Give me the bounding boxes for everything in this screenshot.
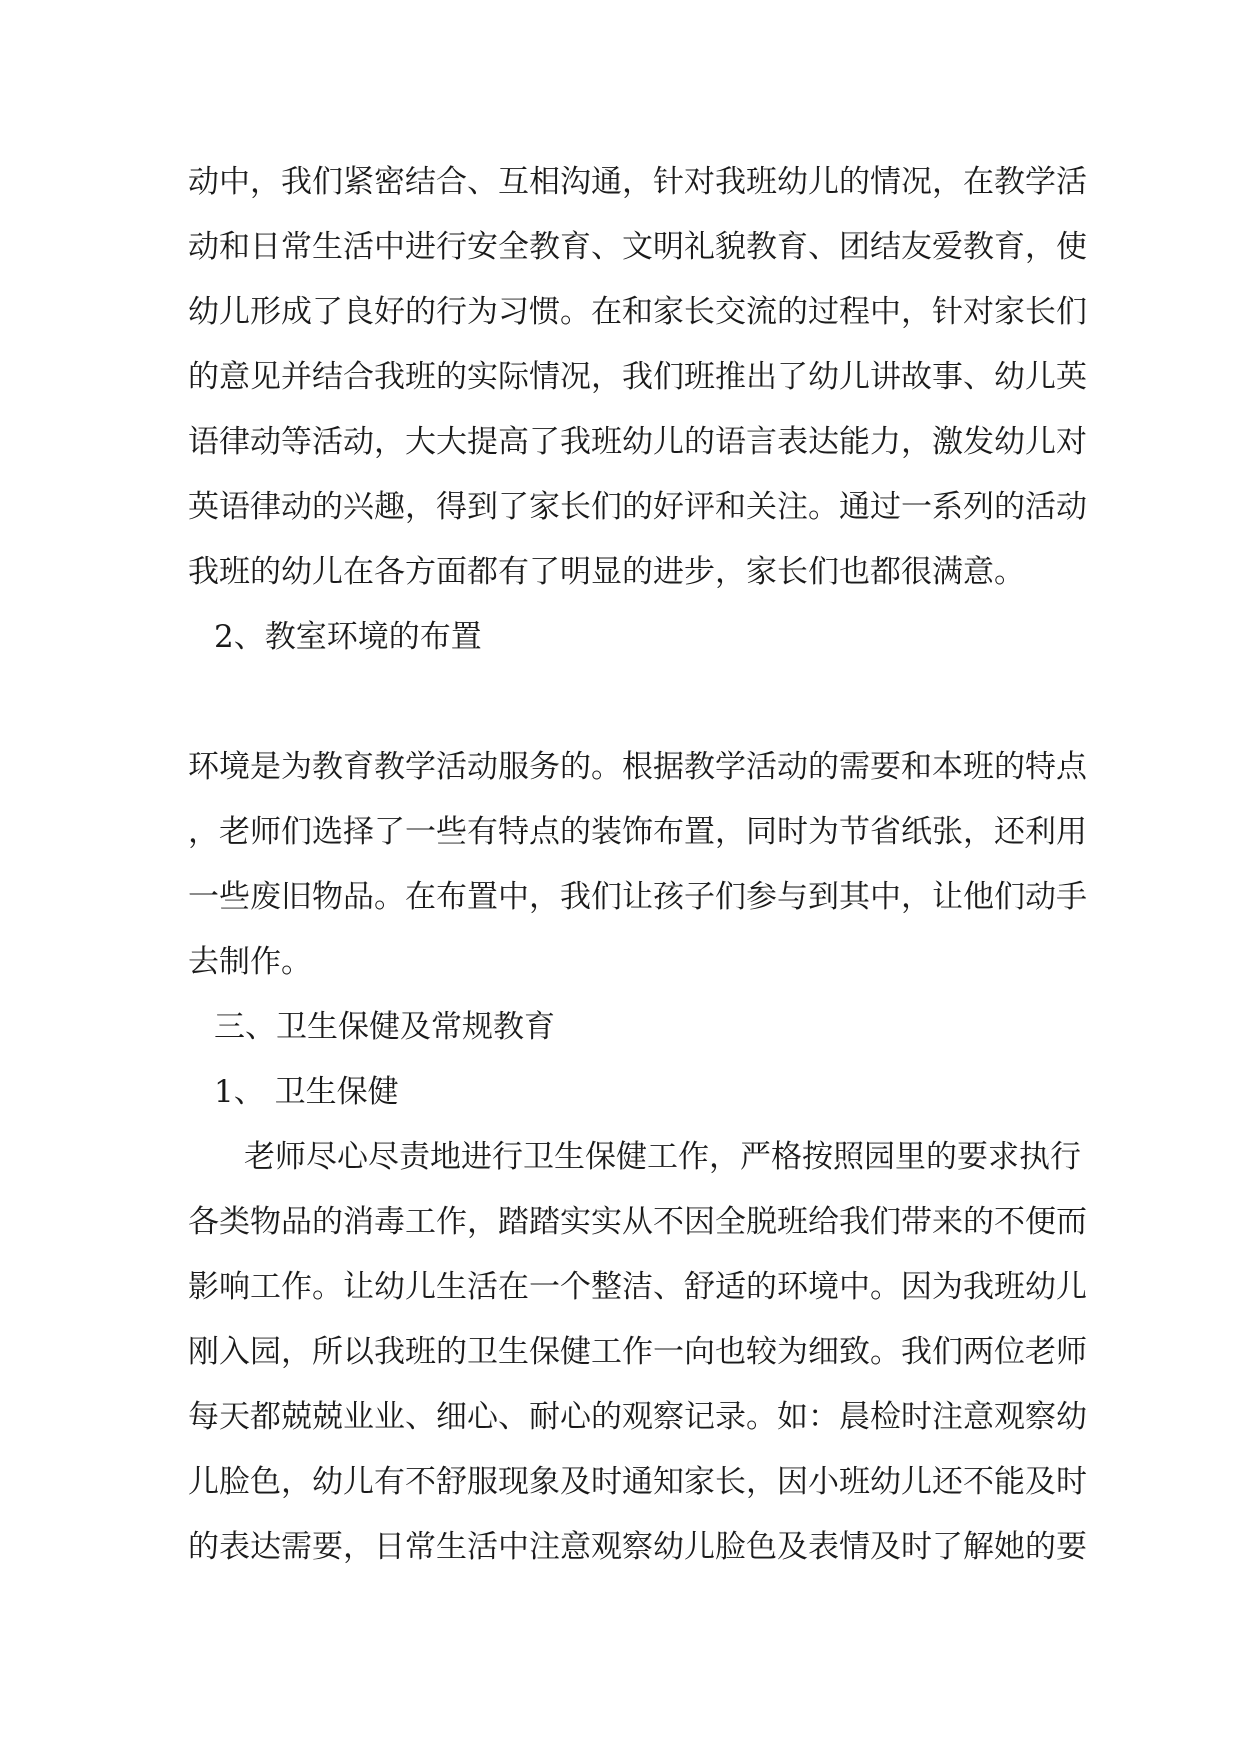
body-line: 环境是为教育教学活动服务的。根据教学活动的需要和本班的特点 — [188, 749, 1087, 785]
body-line: 动和日常生活中进行安全教育、文明礼貌教育、团结友爱教育，使 — [188, 229, 1087, 265]
body-line: 每天都兢兢业业、细心、耐心的观察记录。如：晨检时注意观察幼 — [188, 1399, 1087, 1435]
body-line: 一些废旧物品。在布置中，我们让孩子们参与到其中，让他们动手 — [188, 879, 1087, 915]
body-line: 各类物品的消毒工作，踏踏实实从不因全脱班给我们带来的不便而 — [188, 1204, 1087, 1240]
body-line: 的意见并结合我班的实际情况，我们班推出了幼儿讲故事、幼儿英 — [188, 359, 1087, 395]
section-heading: 三、卫生保健及常规教育 — [214, 1009, 555, 1045]
body-line: 儿脸色，幼儿有不舒服现象及时通知家长，因小班幼儿还不能及时 — [188, 1464, 1087, 1500]
body-line: 幼儿形成了良好的行为习惯。在和家长交流的过程中，针对家长们 — [188, 294, 1087, 330]
body-line: 语律动等活动，大大提高了我班幼儿的语言表达能力，激发幼儿对 — [188, 424, 1087, 460]
body-line: 的表达需要，日常生活中注意观察幼儿脸色及表情及时了解她的要 — [188, 1529, 1087, 1565]
body-line: 老师尽心尽责地进行卫生保健工作，严格按照园里的要求执行 — [244, 1139, 1081, 1175]
subsection-heading: 1、 卫生保健 — [214, 1074, 399, 1110]
body-line: ，老师们选择了一些有特点的装饰布置，同时为节省纸张，还利用 — [188, 814, 1087, 850]
body-line: 影响工作。让幼儿生活在一个整洁、舒适的环境中。因为我班幼儿 — [188, 1269, 1087, 1305]
body-line: 英语律动的兴趣，得到了家长们的好评和关注。通过一系列的活动 — [188, 489, 1087, 525]
body-line: 刚入园，所以我班的卫生保健工作一向也较为细致。我们两位老师 — [188, 1334, 1087, 1370]
body-line: 我班的幼儿在各方面都有了明显的进步，家长们也都很满意。 — [188, 554, 1025, 590]
body-line: 去制作。 — [188, 944, 312, 980]
body-line: 动中，我们紧密结合、互相沟通，针对我班幼儿的情况，在教学活 — [188, 164, 1087, 200]
section-heading: 2、教室环境的布置 — [214, 619, 482, 655]
